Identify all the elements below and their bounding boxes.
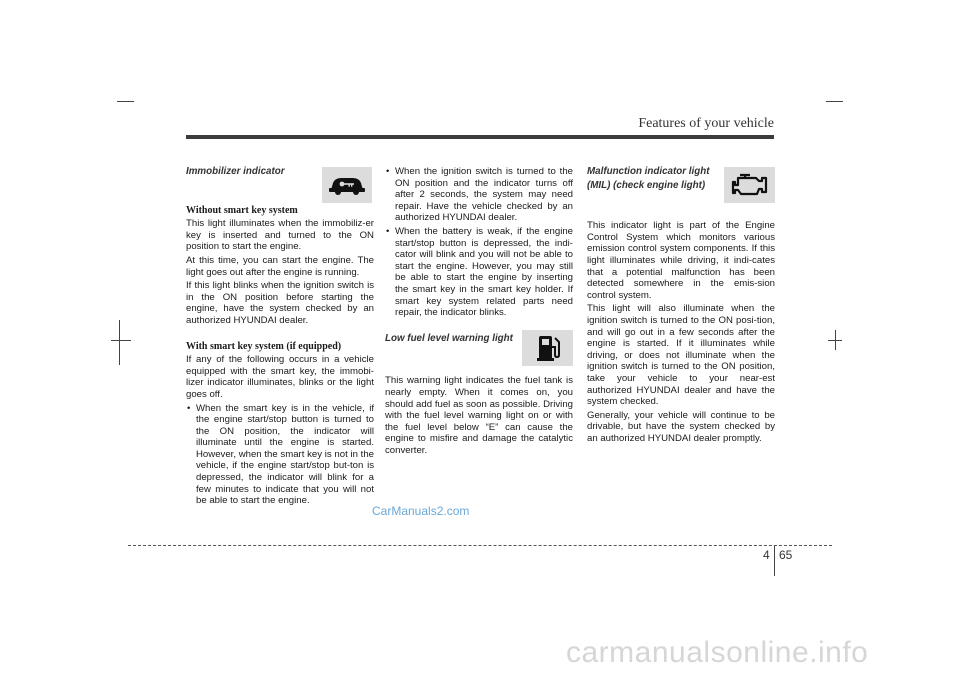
paragraph: This light will also illuminate when the ignition switch is turned to the ON posi-tion, and will go out in a few seconds after the engine is started. If it illuminates while driving, or does not illuminate when the ignition switch is turned to the ON position, take your vehicle to your near-est authorized HYUNDAI dealer and have the system checked. xyxy=(587,303,775,408)
paragraph: At this time, you can start the engine. The light goes out after the engine is running. xyxy=(186,254,374,278)
immobilizer-icon-box xyxy=(322,167,372,203)
car-key-icon xyxy=(327,174,367,196)
bullet-item: • When the ignition switch is turned to the ON position and the indicator turns off after 2 seconds, the system may need repair. Have the vehicle checked by an authorized HYUNDAI dealer. xyxy=(385,166,573,224)
bullet-item: • When the smart key is in the vehicle, if the engine start/stop button is turned to the ON position, the indicator will illuminate until the engine is started. However, when the smart key is not in the vehicle, if the engine start/stop but-ton is depressed, the indicator will blink for a few minutes to indicate that you will not be able to start the engine. xyxy=(186,403,374,507)
watermark-link[interactable]: CarManuals2.com xyxy=(372,504,470,518)
subheading-with-smart-key: With smart key system (if equipped) xyxy=(186,340,342,352)
page-header-title: Features of your vehicle xyxy=(638,116,774,131)
chapter-number: 4 xyxy=(763,548,770,562)
section-title-immobilizer: Immobilizer indicator xyxy=(186,166,285,177)
paragraph: If any of the following occurs in a vehicle equipped with the smart key, the immobi-lizer indicator illuminates, blinks or the light goes off. xyxy=(186,354,374,400)
paragraph: This indicator light is part of the Engine Control System which monitors various emission control system components. If this light illuminates while driving, it indi-cates that a potential malfunction has been detected somewhere in the emis-sion control system. xyxy=(587,220,775,301)
paragraph: This light illuminates when the immobiliz-er key is inserted and turned to the ON position to start the engine. xyxy=(186,218,374,253)
fuel-icon-box xyxy=(522,330,573,366)
paragraph: This warning light indicates the fuel tank is nearly empty. When it comes on, you should add fuel as soon as possible. Driving with the fuel level warning light on or with the fuel level below “E” can cause the engine to misfire and damage the catalytic converter. xyxy=(385,375,573,456)
fuel-pump-icon xyxy=(534,333,562,363)
section-title-mil-line2: (MIL) (check engine light) xyxy=(587,179,706,191)
page-number: 65 xyxy=(779,548,793,562)
header-rule xyxy=(186,135,774,139)
crop-mark-left-h xyxy=(111,340,131,341)
column-mil xyxy=(587,166,775,446)
subheading-without-smart-key: Without smart key system xyxy=(186,204,298,216)
paragraph: If this light blinks when the ignition switch is in the ON position before starting the engine, have the system checked by an authorized HYUNDAI dealer. xyxy=(186,280,374,326)
crop-mark-left-v xyxy=(119,320,120,365)
check-engine-icon xyxy=(730,172,770,198)
crop-mark-right-v xyxy=(835,330,836,350)
column-immobilizer xyxy=(186,166,374,509)
section-title-low-fuel: Low fuel level warning light xyxy=(385,332,513,344)
page-number-divider xyxy=(774,546,775,576)
paragraph: Generally, your vehicle will continue to be drivable, but have the system checked by an authorized HYUNDAI dealer promptly. xyxy=(587,409,775,444)
crop-mark-top-left xyxy=(117,101,134,102)
footer-dashed-rule xyxy=(128,545,832,546)
site-watermark: carmanualsonline.info xyxy=(566,636,869,669)
crop-mark-top-right xyxy=(826,101,843,102)
engine-icon-box xyxy=(724,167,775,203)
bullet-item: • When the battery is weak, if the engine start/stop button is depressed, the indi-cator will blink and you will not be able to start the engine. However, you may still be able to start the engine by inserting the smart key in the smart key holder. If smart key system related parts need repair, the indicator blinks. xyxy=(385,226,573,319)
section-title-mil-line1: Malfunction indicator light xyxy=(587,166,710,177)
column-fuel xyxy=(385,166,573,458)
